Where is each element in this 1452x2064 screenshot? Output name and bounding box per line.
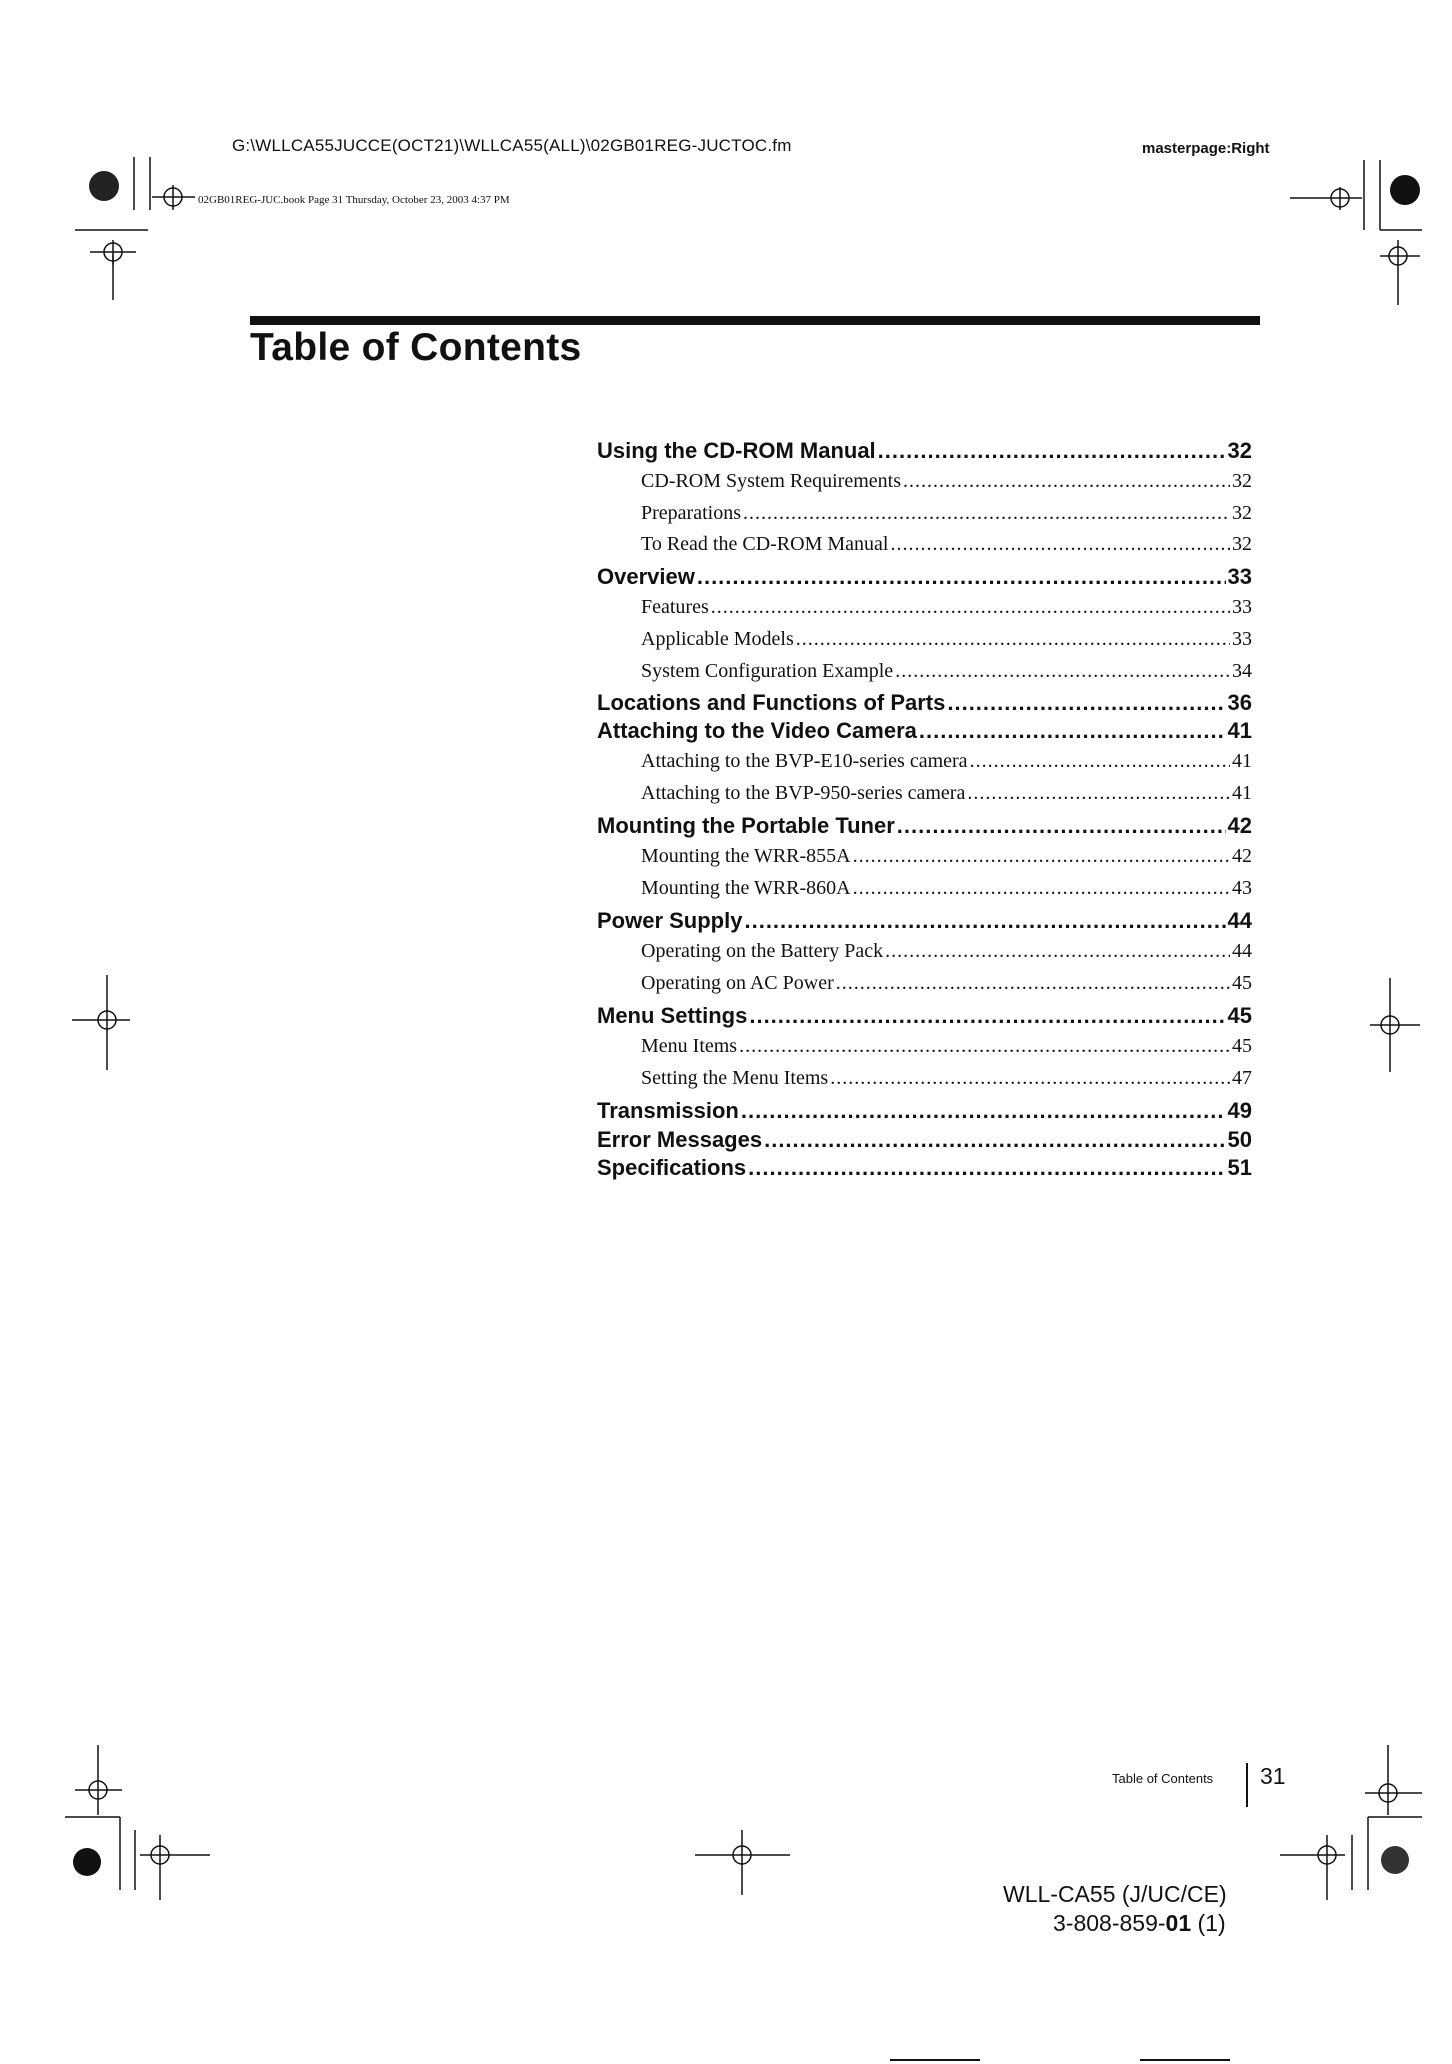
toc-leader-dots <box>897 813 1226 839</box>
toc-entry-label: Features <box>641 596 709 618</box>
toc-entry-label: Overview <box>597 564 695 589</box>
footer-section-title: Table of Contents <box>1112 1771 1214 1786</box>
toc-entry-label: Using the CD-ROM Manual <box>597 438 876 463</box>
toc-subentry <box>641 845 1252 868</box>
toc-leader-dots <box>919 718 1226 744</box>
toc-leader-dots <box>885 940 1230 963</box>
toc-entry-label: Operating on the Battery Pack <box>641 940 884 962</box>
toc-leader-dots <box>853 877 1230 900</box>
toc-entry <box>597 690 1252 716</box>
toc-entry-label: Error Messages <box>597 1127 763 1152</box>
toc-entry-label: Mounting the Portable Tuner <box>597 813 895 838</box>
toc-subentry <box>641 502 1252 525</box>
footer-page-number: 31 <box>1260 1763 1286 1789</box>
toc-leader-dots <box>836 972 1230 995</box>
toc-leader-dots <box>903 470 1230 493</box>
toc-entry-page: 41 <box>1232 782 1252 804</box>
toc-entry-label: Menu Settings <box>597 1003 748 1028</box>
toc-subentry <box>641 1067 1252 1090</box>
toc-entry-page: 45 <box>1232 1035 1252 1057</box>
toc-subentry <box>641 750 1252 773</box>
toc-leader-dots <box>947 690 1225 716</box>
toc-entry-page: 50 <box>1227 1127 1252 1152</box>
toc-entry-page: 51 <box>1227 1155 1252 1180</box>
toc-entry-label: Mounting the WRR-855A <box>641 845 851 867</box>
toc-entry-page: 36 <box>1227 690 1252 715</box>
book-info: 02GB01REG-JUC.book Page 31 Thursday, October 23, 2003 4:37 PM <box>198 194 510 206</box>
toc-subentry <box>641 533 1252 556</box>
page-title: Table of Contents <box>250 326 582 369</box>
toc-entry-page: 49 <box>1227 1098 1252 1123</box>
toc-entry-label: Attaching to the BVP-E10-series camera <box>641 750 968 772</box>
part-number: 3-808-859-01 (1) <box>1053 1910 1226 1936</box>
toc-leader-dots <box>890 533 1230 556</box>
toc-entry-label: System Configuration Example <box>641 660 894 682</box>
toc-entry-label: Transmission <box>597 1098 739 1123</box>
toc-leader-dots <box>744 908 1225 934</box>
toc-entry-label: Setting the Menu Items <box>641 1067 829 1089</box>
toc-leader-dots <box>748 1155 1225 1181</box>
toc-subentry <box>641 660 1252 683</box>
toc-subentry <box>641 782 1252 805</box>
toc-subentry <box>641 972 1252 995</box>
toc-entry-page: 33 <box>1227 564 1252 589</box>
toc-entry-page: 45 <box>1227 1003 1252 1028</box>
toc-leader-dots <box>967 782 1230 805</box>
toc-subentry <box>641 470 1252 493</box>
toc-entry <box>597 438 1252 464</box>
toc-leader-dots <box>697 564 1226 590</box>
toc-leader-dots <box>711 596 1230 619</box>
toc-entry-label: CD-ROM System Requirements <box>641 470 901 492</box>
toc-entry-page: 42 <box>1227 813 1252 838</box>
model-number: WLL-CA55 (J/UC/CE) <box>1003 1881 1227 1907</box>
toc-entry-page: 32 <box>1232 533 1252 555</box>
toc-leader-dots <box>741 1098 1226 1124</box>
toc-leader-dots <box>878 438 1226 464</box>
toc-entry <box>597 718 1252 744</box>
toc-entry-label: To Read the CD-ROM Manual <box>641 533 889 555</box>
toc-entry-page: 41 <box>1227 718 1252 743</box>
toc-entry-page: 33 <box>1232 596 1252 618</box>
toc-leader-dots <box>830 1067 1230 1090</box>
toc-entry-page: 32 <box>1232 502 1252 524</box>
toc-entry-page: 45 <box>1232 972 1252 994</box>
toc-leader-dots <box>895 660 1230 683</box>
toc-entry-label: Power Supply <box>597 908 743 933</box>
toc-entry-page: 47 <box>1232 1067 1252 1089</box>
toc-entry-page: 32 <box>1227 438 1252 463</box>
toc-leader-dots <box>796 628 1230 651</box>
toc-leader-dots <box>743 502 1230 525</box>
toc-subentry <box>641 628 1252 651</box>
toc-entry-label: Applicable Models <box>641 628 794 650</box>
toc-entry-label: Attaching to the Video Camera <box>597 718 917 743</box>
toc-entry-label: Preparations <box>641 502 741 524</box>
toc-entry-page: 32 <box>1232 470 1252 492</box>
toc-entry <box>597 1155 1252 1181</box>
toc-leader-dots <box>739 1035 1230 1058</box>
toc-entry-label: Locations and Functions of Parts <box>597 690 946 715</box>
toc-subentry <box>641 877 1252 900</box>
toc-subentry <box>641 596 1252 619</box>
toc-entry-label: Mounting the WRR-860A <box>641 877 851 899</box>
toc-entry-page: 44 <box>1232 940 1252 962</box>
toc-entry-page: 44 <box>1227 908 1252 933</box>
footer-divider <box>1246 1763 1248 1807</box>
toc-entry-label: Attaching to the BVP-950-series camera <box>641 782 966 804</box>
toc-entry-page: 33 <box>1232 628 1252 650</box>
toc-entry <box>597 1098 1252 1124</box>
toc-leader-dots <box>764 1127 1225 1153</box>
toc-entry <box>597 1127 1252 1153</box>
toc-entry-page: 42 <box>1232 845 1252 867</box>
toc-entry <box>597 813 1252 839</box>
toc-entry-label: Operating on AC Power <box>641 972 834 994</box>
toc-leader-dots <box>970 750 1230 773</box>
masterpage-label: masterpage:Right <box>1142 140 1270 157</box>
toc-leader-dots <box>749 1003 1225 1029</box>
toc-entry-label: Specifications <box>597 1155 747 1180</box>
file-path: G:\WLLCA55JUCCE(OCT21)\WLLCA55(ALL)\02GB01REG-JUCTOC.fm <box>232 136 792 155</box>
toc-entry-page: 43 <box>1232 877 1252 899</box>
toc-entry <box>597 564 1252 590</box>
toc-subentry <box>641 940 1252 963</box>
toc-entry-page: 41 <box>1232 750 1252 772</box>
toc-entry <box>597 908 1252 934</box>
toc-subentry <box>641 1035 1252 1058</box>
toc-entry-label: Menu Items <box>641 1035 738 1057</box>
toc-entry <box>597 1003 1252 1029</box>
toc-entry-page: 34 <box>1232 660 1252 682</box>
toc-leader-dots <box>853 845 1230 868</box>
